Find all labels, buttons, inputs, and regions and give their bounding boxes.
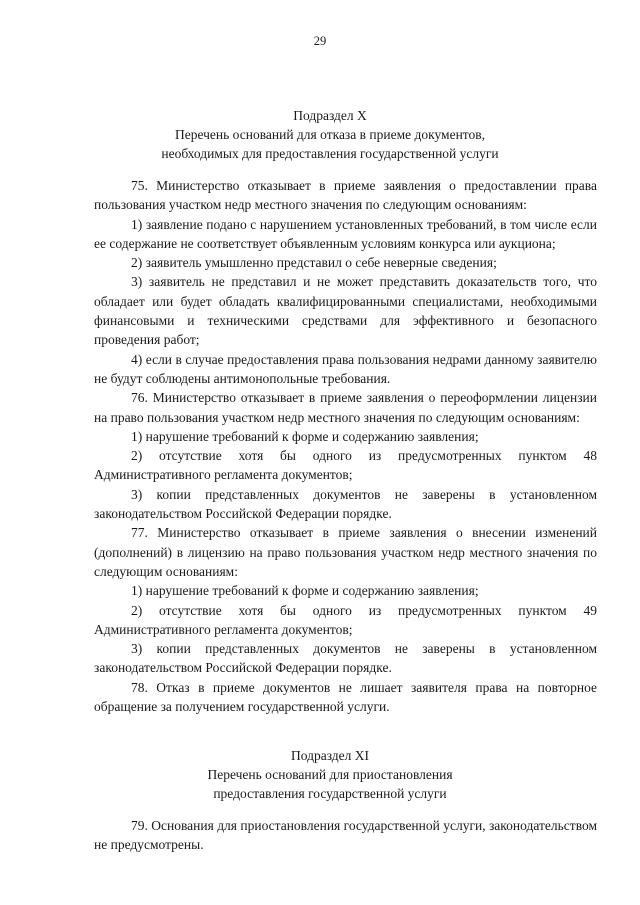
paragraph-75-item-1: 1) заявление подано с нарушением установленных требований, в том числе если ее содержание не соответствует объявленным условиям конкурса или аукциона;	[94, 216, 597, 251]
paragraph-76-item-3: 3) копии представленных документов не заверены в установленном законодательством Российской Федерации порядке.	[94, 486, 597, 522]
paragraph-75: 75. Министерство отказывает в приеме заявления о предоставлении права пользования участком недр местного значения по следующим основаниям:	[94, 178, 597, 213]
section-x-label: Подраздел X	[293, 108, 367, 123]
section-x-heading	[60, 106, 600, 163]
paragraph-76: 76. Министерство отказывает в приеме заявления о переоформлении лицензии на право пользования участком недр местного значения по следующим основаниям:	[94, 390, 597, 425]
section-xi-title-line1: Перечень оснований для приостановления	[207, 767, 453, 782]
paragraph-75-item-2: 2) заявитель умышленно представил о себе неверные сведения;	[131, 255, 497, 271]
section-x-title-line1: Перечень оснований для отказа в приеме документов,	[174, 127, 486, 142]
paragraph-75-item-3: 3) заявитель не представил и не может представить доказательств того, что обладает или будет обладать квалифицированными специалистами, необходимыми финансовыми и техническими средствами для эффективного и безопасного проведения работ;	[94, 274, 597, 348]
paragraph-75-item-4: 4) если в случае предоставления права пользования недрами данному заявителю не будут соблюдены антимонопольные требования.	[94, 351, 597, 386]
paragraph-79: 79. Основания для приостановления государственной услуги, законодательством не предусмотрены.	[94, 818, 598, 853]
paragraph-77-item-2: 2) отсутствие хотя бы одного из предусмотренных пунктом 49 Административного регламента документов;	[94, 602, 597, 637]
paragraph-77-item-3: 3) копии представленных документов не заверены в установленном законодательством Российской Федерации порядке.	[94, 641, 597, 676]
paragraph-77-item-1: 1) нарушение требований к форме и содержанию заявления;	[131, 583, 479, 599]
section-x-body	[94, 176, 597, 716]
paragraph-76-item-2: 2) отсутствие хотя бы одного из предусмотренных пунктом 48 Административного регламента документов;	[94, 448, 597, 483]
section-x-title-line2: необходимых для предоставления государственной услуги	[161, 146, 499, 161]
paragraph-76-item-1: 1) нарушение требований к форме и содержанию заявления;	[131, 428, 479, 444]
page-number: 29	[313, 34, 327, 48]
section-xi-title-line2: предоставления государственной услуги	[213, 786, 447, 801]
paragraph-78: 78. Отказ в приеме документов не лишает заявителя права на повторное обращение за получением государственной услуги.	[94, 679, 597, 715]
section-xi-heading	[60, 746, 600, 803]
section-xi-label: Подраздел XI	[290, 748, 370, 763]
paragraph-77: 77. Министерство отказывает в приеме заявления о внесении изменений (дополнений) в лицензию на право пользования участком недр местного значения по следующим основаниям:	[94, 525, 597, 579]
